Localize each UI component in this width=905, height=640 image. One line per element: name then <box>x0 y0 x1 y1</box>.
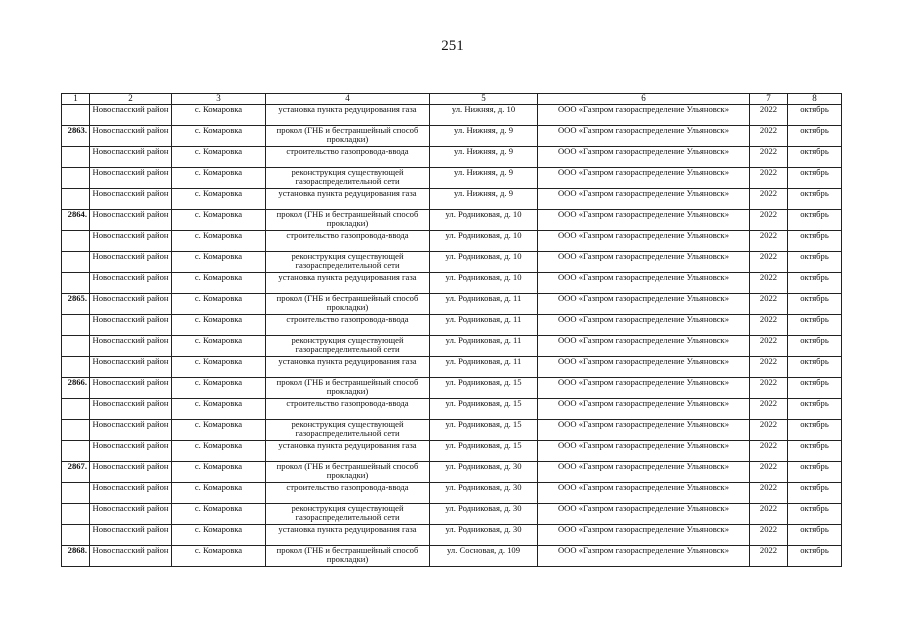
cell-year: 2022 <box>750 483 788 504</box>
cell-year: 2022 <box>750 525 788 546</box>
cell-organization: ООО «Газпром газораспределение Ульяновск» <box>538 168 750 189</box>
cell-month: октябрь <box>788 441 842 462</box>
cell-work-type: реконструкция существующей газораспределительной сети <box>266 504 430 525</box>
cell-year: 2022 <box>750 462 788 483</box>
cell-year: 2022 <box>750 420 788 441</box>
cell-district: Новоспасский район <box>90 294 172 315</box>
cell-month: октябрь <box>788 504 842 525</box>
table-row <box>62 252 842 273</box>
cell-address: ул. Нижняя, д. 9 <box>430 147 538 168</box>
cell-district: Новоспасский район <box>90 483 172 504</box>
cell-year: 2022 <box>750 105 788 126</box>
cell-year: 2022 <box>750 399 788 420</box>
cell-year: 2022 <box>750 273 788 294</box>
cell-settlement: с. Комаровка <box>172 441 266 462</box>
cell-row-number <box>62 231 90 252</box>
cell-month: октябрь <box>788 147 842 168</box>
cell-district: Новоспасский район <box>90 252 172 273</box>
cell-district: Новоспасский район <box>90 504 172 525</box>
cell-row-number: 2868. <box>62 546 90 567</box>
table-row <box>62 168 842 189</box>
cell-organization: ООО «Газпром газораспределение Ульяновск» <box>538 147 750 168</box>
cell-organization: ООО «Газпром газораспределение Ульяновск» <box>538 294 750 315</box>
document-table <box>61 93 842 567</box>
cell-district: Новоспасский район <box>90 231 172 252</box>
cell-work-type: строительство газопровода-ввода <box>266 399 430 420</box>
table-header-row <box>62 94 842 105</box>
cell-address: ул. Родниковая, д. 30 <box>430 504 538 525</box>
column-header: 2 <box>90 94 172 105</box>
cell-settlement: с. Комаровка <box>172 189 266 210</box>
cell-organization: ООО «Газпром газораспределение Ульяновск» <box>538 420 750 441</box>
column-header: 6 <box>538 94 750 105</box>
cell-work-type: строительство газопровода-ввода <box>266 231 430 252</box>
cell-settlement: с. Комаровка <box>172 273 266 294</box>
cell-year: 2022 <box>750 504 788 525</box>
cell-settlement: с. Комаровка <box>172 546 266 567</box>
cell-month: октябрь <box>788 315 842 336</box>
cell-month: октябрь <box>788 462 842 483</box>
cell-row-number: 2863. <box>62 126 90 147</box>
cell-organization: ООО «Газпром газораспределение Ульяновск» <box>538 189 750 210</box>
cell-address: ул. Нижняя, д. 9 <box>430 126 538 147</box>
cell-month: октябрь <box>788 336 842 357</box>
cell-address: ул. Родниковая, д. 15 <box>430 420 538 441</box>
cell-row-number: 2867. <box>62 462 90 483</box>
cell-address: ул. Родниковая, д. 30 <box>430 525 538 546</box>
column-header: 8 <box>788 94 842 105</box>
cell-work-type: установка пункта редуцирования газа <box>266 357 430 378</box>
cell-month: октябрь <box>788 231 842 252</box>
cell-year: 2022 <box>750 252 788 273</box>
cell-address: ул. Сосновая, д. 109 <box>430 546 538 567</box>
cell-district: Новоспасский район <box>90 546 172 567</box>
cell-year: 2022 <box>750 126 788 147</box>
table-row <box>62 441 842 462</box>
cell-organization: ООО «Газпром газораспределение Ульяновск» <box>538 504 750 525</box>
cell-month: октябрь <box>788 105 842 126</box>
cell-year: 2022 <box>750 441 788 462</box>
column-header: 5 <box>430 94 538 105</box>
cell-address: ул. Родниковая, д. 30 <box>430 462 538 483</box>
cell-row-number <box>62 147 90 168</box>
cell-settlement: с. Комаровка <box>172 231 266 252</box>
cell-settlement: с. Комаровка <box>172 399 266 420</box>
cell-settlement: с. Комаровка <box>172 210 266 231</box>
page-number: 251 <box>441 38 464 54</box>
cell-year: 2022 <box>750 210 788 231</box>
cell-work-type: прокол (ГНБ и бестраншейный способ прокладки) <box>266 210 430 231</box>
cell-work-type: строительство газопровода-ввода <box>266 315 430 336</box>
cell-address: ул. Родниковая, д. 30 <box>430 483 538 504</box>
table-row <box>62 357 842 378</box>
table-row <box>62 210 842 231</box>
cell-settlement: с. Комаровка <box>172 504 266 525</box>
cell-month: октябрь <box>788 126 842 147</box>
cell-work-type: установка пункта редуцирования газа <box>266 189 430 210</box>
table-row <box>62 126 842 147</box>
cell-work-type: реконструкция существующей газораспределительной сети <box>266 420 430 441</box>
cell-work-type: строительство газопровода-ввода <box>266 483 430 504</box>
cell-month: октябрь <box>788 189 842 210</box>
cell-work-type: строительство газопровода-ввода <box>266 147 430 168</box>
cell-work-type: реконструкция существующей газораспределительной сети <box>266 336 430 357</box>
cell-organization: ООО «Газпром газораспределение Ульяновск» <box>538 378 750 399</box>
cell-address: ул. Родниковая, д. 15 <box>430 441 538 462</box>
cell-row-number <box>62 525 90 546</box>
cell-settlement: с. Комаровка <box>172 462 266 483</box>
table-row <box>62 105 842 126</box>
cell-month: октябрь <box>788 546 842 567</box>
cell-organization: ООО «Газпром газораспределение Ульяновск» <box>538 126 750 147</box>
cell-row-number <box>62 105 90 126</box>
cell-row-number: 2866. <box>62 378 90 399</box>
cell-work-type: реконструкция существующей газораспределительной сети <box>266 168 430 189</box>
cell-year: 2022 <box>750 315 788 336</box>
cell-work-type: установка пункта редуцирования газа <box>266 273 430 294</box>
cell-month: октябрь <box>788 483 842 504</box>
cell-organization: ООО «Газпром газораспределение Ульяновск» <box>538 210 750 231</box>
cell-address: ул. Родниковая, д. 10 <box>430 273 538 294</box>
table-row <box>62 231 842 252</box>
cell-month: октябрь <box>788 420 842 441</box>
cell-work-type: прокол (ГНБ и бестраншейный способ прокладки) <box>266 294 430 315</box>
cell-district: Новоспасский район <box>90 210 172 231</box>
table-row <box>62 378 842 399</box>
column-header: 3 <box>172 94 266 105</box>
cell-settlement: с. Комаровка <box>172 357 266 378</box>
table-row <box>62 546 842 567</box>
cell-district: Новоспасский район <box>90 357 172 378</box>
cell-district: Новоспасский район <box>90 168 172 189</box>
cell-row-number <box>62 273 90 294</box>
cell-month: октябрь <box>788 294 842 315</box>
cell-address: ул. Родниковая, д. 15 <box>430 378 538 399</box>
cell-settlement: с. Комаровка <box>172 147 266 168</box>
cell-settlement: с. Комаровка <box>172 252 266 273</box>
cell-month: октябрь <box>788 168 842 189</box>
table-row <box>62 147 842 168</box>
cell-organization: ООО «Газпром газораспределение Ульяновск» <box>538 252 750 273</box>
cell-district: Новоспасский район <box>90 441 172 462</box>
cell-district: Новоспасский район <box>90 315 172 336</box>
cell-year: 2022 <box>750 336 788 357</box>
cell-row-number: 2864. <box>62 210 90 231</box>
cell-work-type: прокол (ГНБ и бестраншейный способ прокладки) <box>266 126 430 147</box>
cell-work-type: установка пункта редуцирования газа <box>266 441 430 462</box>
cell-settlement: с. Комаровка <box>172 420 266 441</box>
cell-row-number <box>62 315 90 336</box>
table-row <box>62 483 842 504</box>
cell-organization: ООО «Газпром газораспределение Ульяновск» <box>538 441 750 462</box>
cell-settlement: с. Комаровка <box>172 168 266 189</box>
cell-month: октябрь <box>788 273 842 294</box>
table-row <box>62 420 842 441</box>
cell-district: Новоспасский район <box>90 105 172 126</box>
cell-organization: ООО «Газпром газораспределение Ульяновск» <box>538 357 750 378</box>
cell-address: ул. Родниковая, д. 11 <box>430 294 538 315</box>
cell-year: 2022 <box>750 231 788 252</box>
cell-address: ул. Родниковая, д. 11 <box>430 357 538 378</box>
cell-district: Новоспасский район <box>90 189 172 210</box>
cell-district: Новоспасский район <box>90 378 172 399</box>
cell-district: Новоспасский район <box>90 525 172 546</box>
cell-work-type: установка пункта редуцирования газа <box>266 525 430 546</box>
cell-work-type: прокол (ГНБ и бестраншейный способ прокладки) <box>266 378 430 399</box>
cell-row-number <box>62 189 90 210</box>
cell-organization: ООО «Газпром газораспределение Ульяновск» <box>538 231 750 252</box>
table-row <box>62 525 842 546</box>
cell-address: ул. Родниковая, д. 15 <box>430 399 538 420</box>
cell-organization: ООО «Газпром газораспределение Ульяновск» <box>538 315 750 336</box>
column-header: 1 <box>62 94 90 105</box>
cell-month: октябрь <box>788 525 842 546</box>
cell-settlement: с. Комаровка <box>172 105 266 126</box>
cell-organization: ООО «Газпром газораспределение Ульяновск» <box>538 462 750 483</box>
cell-row-number <box>62 483 90 504</box>
cell-address: ул. Родниковая, д. 10 <box>430 231 538 252</box>
cell-settlement: с. Комаровка <box>172 315 266 336</box>
cell-address: ул. Родниковая, д. 10 <box>430 210 538 231</box>
cell-year: 2022 <box>750 168 788 189</box>
column-header: 7 <box>750 94 788 105</box>
cell-district: Новоспасский район <box>90 126 172 147</box>
cell-organization: ООО «Газпром газораспределение Ульяновск» <box>538 525 750 546</box>
cell-row-number: 2865. <box>62 294 90 315</box>
cell-year: 2022 <box>750 378 788 399</box>
cell-district: Новоспасский район <box>90 399 172 420</box>
cell-work-type: прокол (ГНБ и бестраншейный способ прокладки) <box>266 462 430 483</box>
cell-district: Новоспасский район <box>90 462 172 483</box>
cell-row-number <box>62 336 90 357</box>
cell-year: 2022 <box>750 546 788 567</box>
cell-year: 2022 <box>750 357 788 378</box>
cell-year: 2022 <box>750 294 788 315</box>
cell-address: ул. Нижняя, д. 10 <box>430 105 538 126</box>
table-row <box>62 294 842 315</box>
table-row <box>62 189 842 210</box>
cell-settlement: с. Комаровка <box>172 294 266 315</box>
cell-district: Новоспасский район <box>90 420 172 441</box>
cell-organization: ООО «Газпром газораспределение Ульяновск» <box>538 546 750 567</box>
cell-address: ул. Родниковая, д. 11 <box>430 336 538 357</box>
table-row <box>62 273 842 294</box>
cell-organization: ООО «Газпром газораспределение Ульяновск» <box>538 105 750 126</box>
cell-district: Новоспасский район <box>90 336 172 357</box>
table-body <box>62 105 842 567</box>
cell-row-number <box>62 168 90 189</box>
cell-work-type: реконструкция существующей газораспределительной сети <box>266 252 430 273</box>
cell-work-type: установка пункта редуцирования газа <box>266 105 430 126</box>
cell-row-number <box>62 441 90 462</box>
table-row <box>62 336 842 357</box>
cell-month: октябрь <box>788 357 842 378</box>
column-header: 4 <box>266 94 430 105</box>
cell-month: октябрь <box>788 252 842 273</box>
cell-district: Новоспасский район <box>90 273 172 294</box>
cell-month: октябрь <box>788 210 842 231</box>
cell-year: 2022 <box>750 147 788 168</box>
cell-settlement: с. Комаровка <box>172 336 266 357</box>
cell-settlement: с. Комаровка <box>172 378 266 399</box>
table-row <box>62 504 842 525</box>
cell-settlement: с. Комаровка <box>172 483 266 504</box>
cell-work-type: прокол (ГНБ и бестраншейный способ прокладки) <box>266 546 430 567</box>
cell-organization: ООО «Газпром газораспределение Ульяновск» <box>538 336 750 357</box>
cell-month: октябрь <box>788 378 842 399</box>
table-row <box>62 315 842 336</box>
cell-row-number <box>62 420 90 441</box>
cell-organization: ООО «Газпром газораспределение Ульяновск» <box>538 273 750 294</box>
cell-address: ул. Родниковая, д. 11 <box>430 315 538 336</box>
cell-address: ул. Нижняя, д. 9 <box>430 189 538 210</box>
cell-row-number <box>62 357 90 378</box>
table-row <box>62 399 842 420</box>
cell-address: ул. Родниковая, д. 10 <box>430 252 538 273</box>
cell-row-number <box>62 504 90 525</box>
cell-organization: ООО «Газпром газораспределение Ульяновск» <box>538 483 750 504</box>
cell-district: Новоспасский район <box>90 147 172 168</box>
cell-organization: ООО «Газпром газораспределение Ульяновск» <box>538 399 750 420</box>
table-row <box>62 462 842 483</box>
cell-row-number <box>62 399 90 420</box>
cell-settlement: с. Комаровка <box>172 126 266 147</box>
cell-month: октябрь <box>788 399 842 420</box>
cell-settlement: с. Комаровка <box>172 525 266 546</box>
cell-year: 2022 <box>750 189 788 210</box>
cell-address: ул. Нижняя, д. 9 <box>430 168 538 189</box>
cell-row-number <box>62 252 90 273</box>
